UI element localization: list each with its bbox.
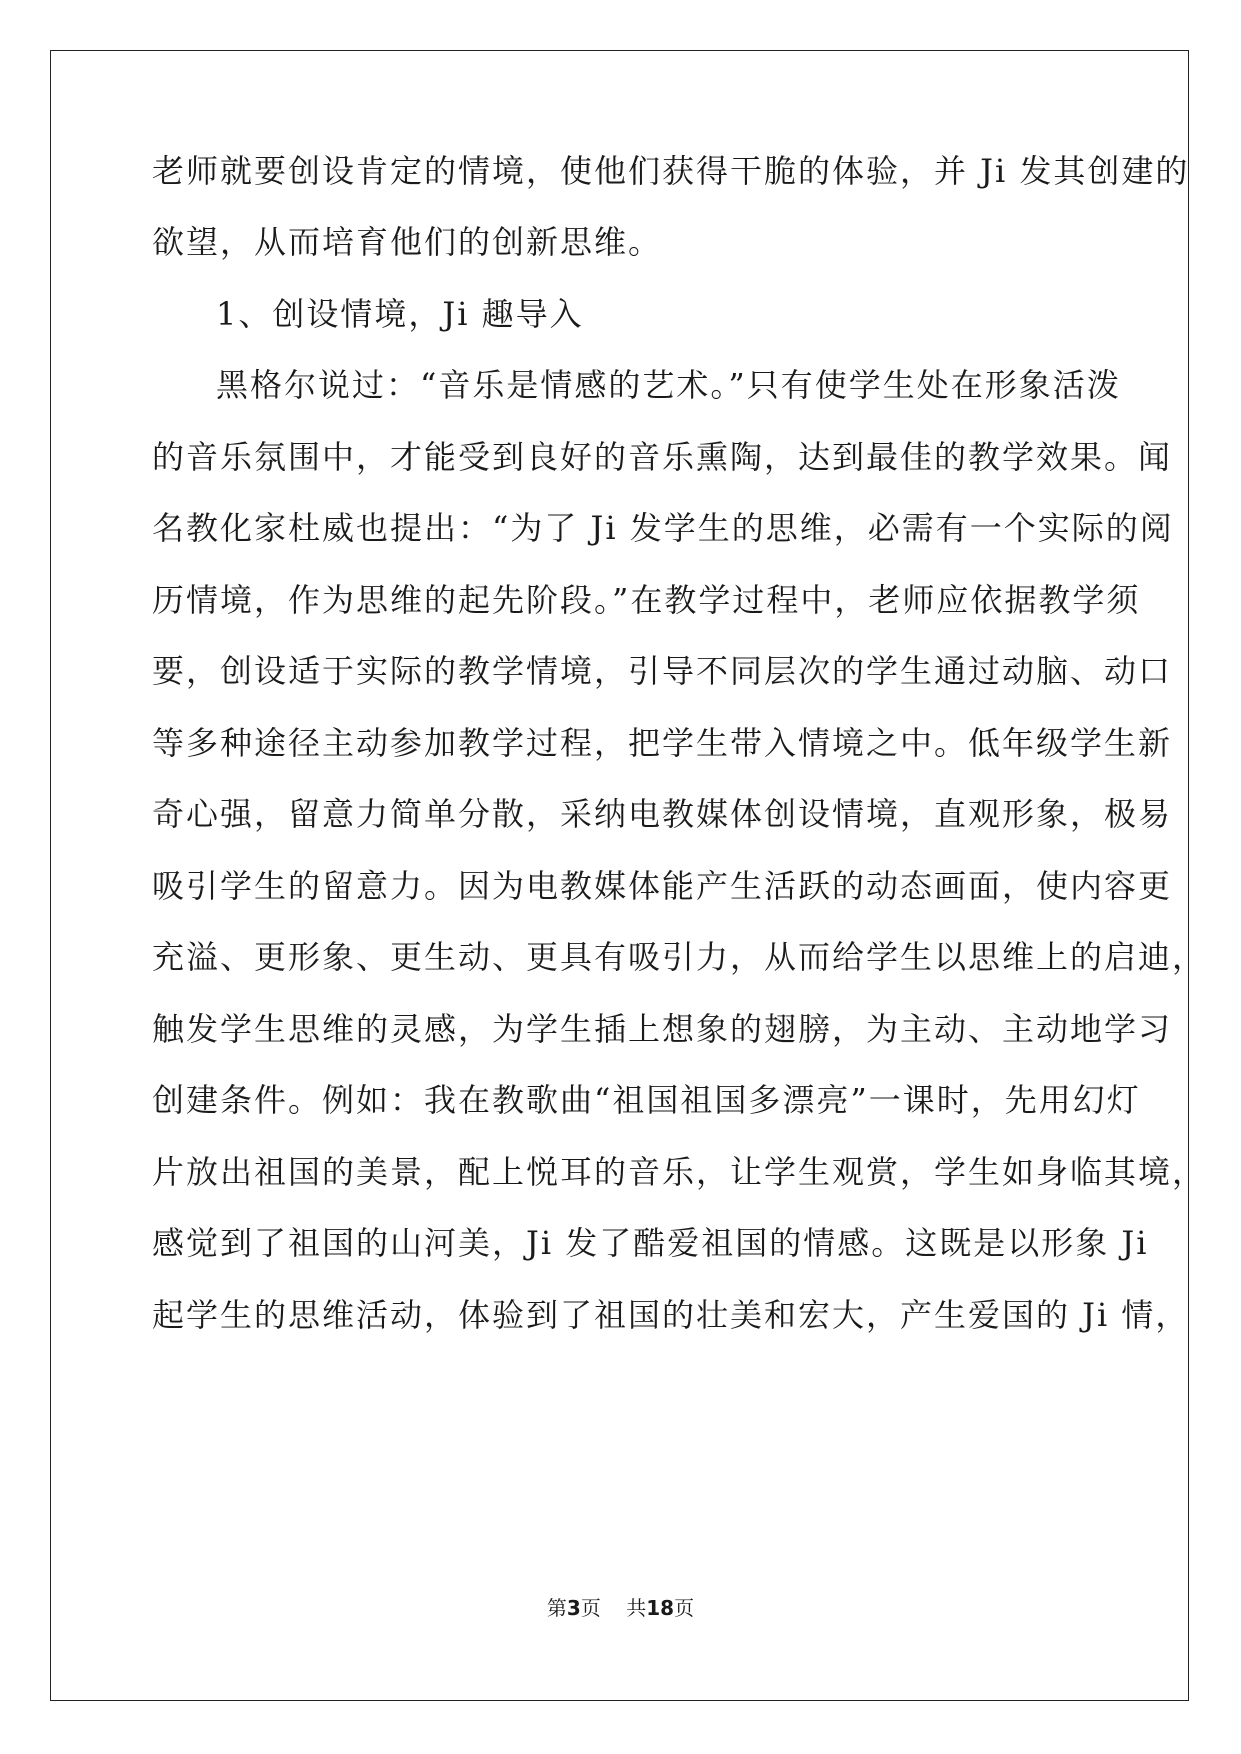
section-heading: 1、创设情境，Ji 趣导入: [216, 295, 584, 333]
footer-page-suffix: 页: [580, 1596, 601, 1620]
footer-page-prefix: 第: [546, 1596, 567, 1620]
page-footer: [0, 1592, 1241, 1621]
text-line-12: 充溢、更形象、更生动、更具有吸引力，从而给学生以思维上的启迪，: [152, 938, 1207, 976]
text-line-16: 感觉到了祖国的山河美，Ji 发了酷爱祖国的情感。这既是以形象 Ji: [152, 1224, 1149, 1262]
footer-total-suffix: 页: [674, 1596, 695, 1620]
text-line-15: 片放出祖国的美景，配上悦耳的音乐，让学生观赏，学生如身临其境，: [152, 1153, 1207, 1191]
text-line-1: 老师就要创设肯定的情境，使他们获得干脆的体验，并 Ji 发其创建的: [152, 152, 1190, 190]
footer-page-number: 3: [566, 1596, 581, 1620]
text-line-8: 要，创设适于实际的教学情境，引导不同层次的学生通过动脑、动口: [152, 652, 1173, 690]
text-line-5: 的音乐氛围中，才能受到良好的音乐熏陶，达到最佳的教学效果。闻: [152, 438, 1173, 476]
footer-total-prefix: 共: [626, 1596, 647, 1620]
text-line-6: 名教化家杜威也提出：“为了 Ji 发学生的思维，必需有一个实际的阅: [152, 509, 1174, 547]
text-line-2: 欲望，从而培育他们的创新思维。: [152, 223, 663, 261]
footer-total-pages: 18: [646, 1596, 675, 1620]
text-line-17: 起学生的思维活动，体验到了祖国的壮美和宏大，产生爱国的 Ji 情，: [152, 1296, 1190, 1334]
text-line-9: 等多种途径主动参加教学过程，把学生带入情境之中。低年级学生新: [152, 724, 1173, 762]
text-line-4: 黑格尔说过：“音乐是情感的艺术。”只有使学生处在形象活泼: [216, 366, 1121, 404]
text-line-7: 历情境，作为思维的起先阶段。”在教学过程中，老师应依据教学须: [152, 581, 1141, 619]
text-line-11: 吸引学生的留意力。因为电教媒体能产生活跃的动态画面，使内容更: [152, 867, 1173, 905]
text-line-13: 触发学生思维的灵感，为学生插上想象的翅膀，为主动、主动地学习: [152, 1010, 1173, 1048]
text-line-14: 创建条件。例如：我在教歌曲“祖国祖国多漂亮”一课时，先用幻灯: [152, 1081, 1141, 1119]
text-line-10: 奇心强，留意力简单分散，采纳电教媒体创设情境，直观形象，极易: [152, 795, 1173, 833]
